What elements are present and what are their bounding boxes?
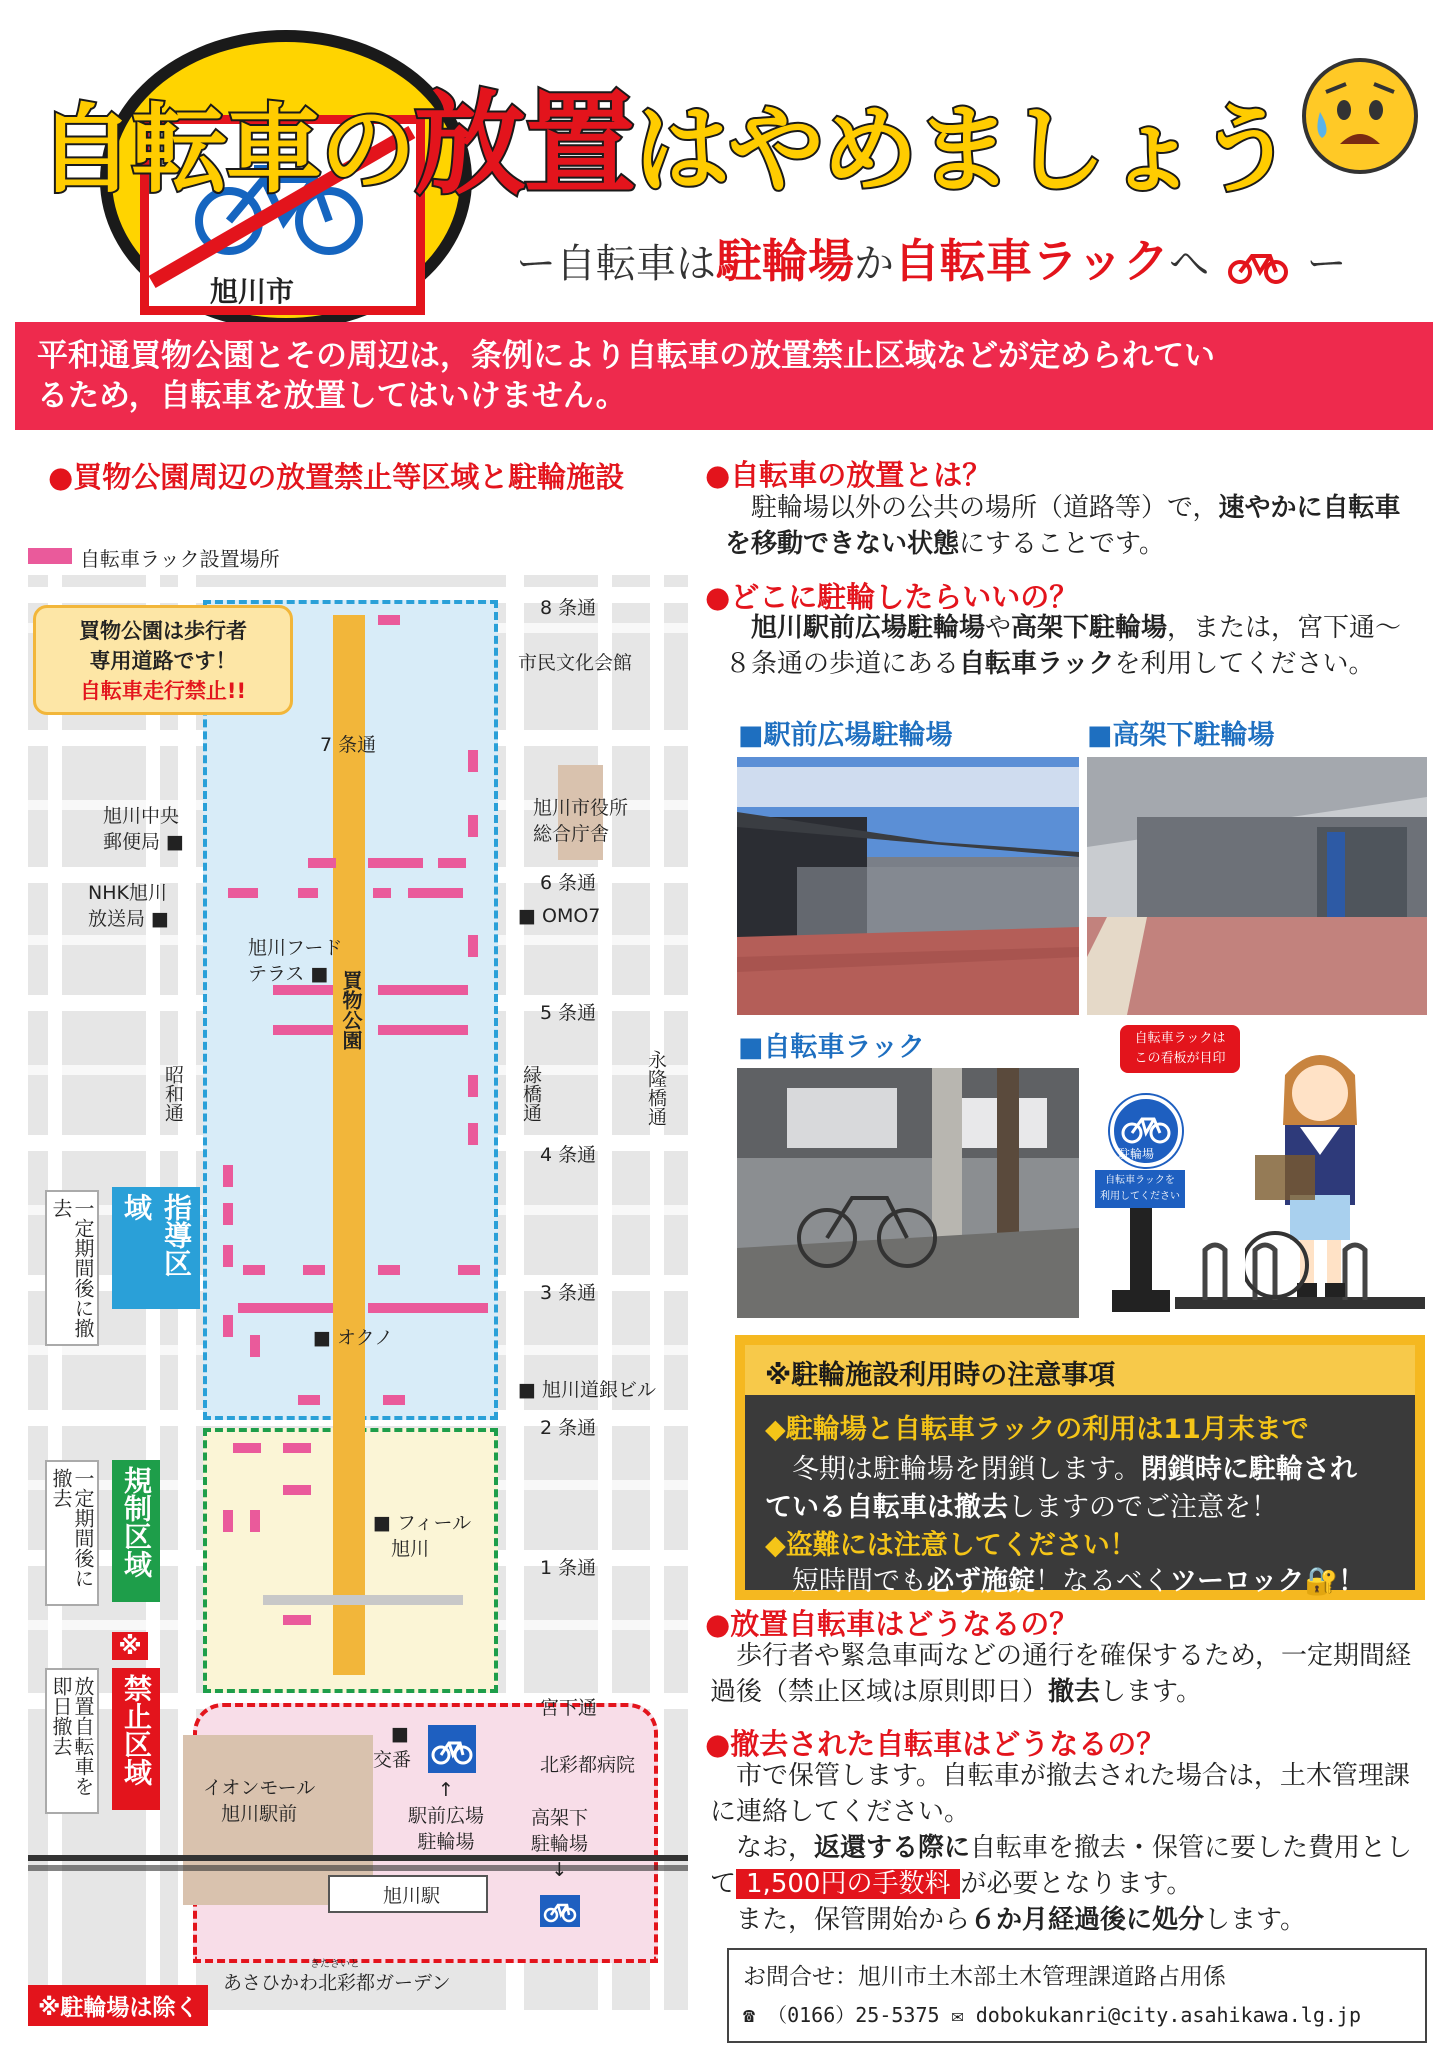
prohibition-zone-tag: 禁止区域 (112, 1668, 160, 1810)
place-feel: ■ フィール 旭川 (373, 1512, 472, 1560)
parking-sign-label: 駐輪場 (1118, 1147, 1155, 1161)
caution-heading-2: ◆盗難には注意してください！ (765, 1530, 1137, 1561)
photo1-title: ■駅前広場駐輪場 (738, 720, 953, 751)
regulation-zone-tag: 規制区域 (112, 1460, 160, 1602)
guidance-zone-note: 一定期間後に撤去 (45, 1190, 99, 1346)
rack-legend-label: 自転車ラック設置場所 (80, 547, 280, 571)
street-1jo: 1 条通 (540, 1557, 597, 1579)
q1-title: ●自転車の放置とは？ (705, 458, 992, 492)
fee-badge: 1,500円の手数料 (736, 1869, 960, 1899)
caution-line-1: 冬期は駐輪場を閉鎖します。閉鎖時に駐輪され (765, 1454, 1357, 1485)
guidance-zone-tag: 指導区域 (112, 1187, 200, 1309)
caution-box (735, 1335, 1425, 1600)
place-shiyakusho: 旭川市役所 総合庁舎 (533, 797, 629, 845)
place-garden: あさひかわ北彩都ガーデン (223, 1972, 451, 1994)
street-2jo: 2 条通 (540, 1417, 597, 1439)
place-nhk: NHK旭川 放送局 ■ (88, 882, 170, 930)
banner-line-2: るため，自転車を放置してはいけません。 (37, 378, 627, 414)
prohibition-zone-note: 放置自転車を即日撤去 (45, 1668, 99, 1814)
street-8jo: 8 条通 (540, 597, 597, 619)
q4-title: ●撤去された自転車はどうなるの？ (705, 1727, 1166, 1761)
logo-city-name: 旭川市 (210, 275, 295, 308)
banner-line-1: 平和通買物公園とその周辺は，条例により自転車の放置禁止区域などが定められてい (37, 338, 1215, 374)
koka-parking-photo (1087, 757, 1427, 1015)
q4-body: 市で保管します。自転車が撤去された場合は，土木管理課に連絡してください。 なお，返還する際に自転車を撤去・保管に要した費用として 1,500円の手数料 が必要となります。 また，保管開始から６か月経過後に処分します。 (710, 1761, 1413, 1935)
q2-title: ●どこに駐輪したらいいの？ (705, 580, 1079, 614)
bicycle-parking-icon (428, 1725, 476, 1773)
caution-heading-1: ◆駐輪場と自転車ラックの利用は11月末まで (765, 1414, 1309, 1445)
street-showa: 昭和通 (162, 1065, 184, 1122)
parking-excluded-note: ※駐輪場は除く (28, 1985, 208, 2026)
caution-line-2: ている自転車は撤去しますのでご注意を！ (765, 1492, 1278, 1523)
place-aeon: イオンモール 旭川駅前 (203, 1777, 316, 1825)
girl-with-bicycle-illustration (1245, 1035, 1395, 1305)
q1-body: 駐輪場以外の公共の場所（道路等）で，速やかに自転車を移動できない状態にすることです。 (725, 493, 1401, 559)
regulation-zone-note: 一定期間後に撤去 (45, 1460, 99, 1606)
street-6jo: 6 条通 (540, 872, 597, 894)
contact-email[interactable]: dobokukanri@city.asahikawa.lg.jp (975, 2003, 1361, 2027)
caution-line-3: 短時間でも必ず施錠！なるべくツーロック🔐！ (765, 1566, 1366, 1597)
place-ekimae-parking: ↑ 駅前広場 駐輪場 (408, 1779, 485, 1853)
place-omo7: ■ OMO7 (518, 905, 601, 927)
park-label: 買物公園 (339, 970, 363, 1050)
subtitle: ー自転車は駐輪場か自転車ラックへ ー (516, 234, 1347, 288)
rack-legend-swatch (28, 548, 72, 564)
caution-title: ※駐輪施設利用時の注意事項 (745, 1345, 1415, 1395)
shopping-park (333, 615, 365, 1675)
parking-sign-board: 自転車ラックを 利用してください (1095, 1170, 1185, 1208)
bicycle-rack-photo (737, 1068, 1079, 1318)
place-hospital: 北彩都病院 (540, 1754, 636, 1776)
q2-body: 旭川駅前広場駐輪場や高架下駐輪場，または，宮下通～８条通の歩道にある自転車ラックを利用してください。 (725, 613, 1402, 679)
place-koka-parking: 高架下 駐輪場 ↓ (531, 1807, 589, 1881)
place-post-office: 旭川中央 郵便局 ■ (103, 805, 185, 853)
sign-base (1112, 1290, 1170, 1312)
sign-pole (1130, 1208, 1152, 1298)
street-miyashita: 宮下通 (540, 1697, 598, 1719)
q3-body: 歩行者や緊急車両などの通行を確保するため，一定期間経過後（禁止区域は原則即日）撤去します。 (710, 1641, 1411, 1707)
contact-tel[interactable]: （0166）25-5375 (767, 2003, 940, 2027)
worried-face-icon (1302, 58, 1418, 174)
street-midoribashi: 緑橋通 (520, 1065, 542, 1122)
bicycle-icon (1228, 248, 1288, 284)
garden-ruby: きたさいと (310, 1959, 360, 1970)
street-5jo: 5 条通 (540, 1002, 597, 1024)
photo2-title: ■高架下駐輪場 (1087, 720, 1275, 751)
place-dogin: ■ 旭川道銀ビル (518, 1379, 657, 1401)
pedestrian-only-callout: 買物公園は歩行者 専用道路です！ 自転車走行禁止!! (33, 605, 293, 715)
bicycle-parking-icon (540, 1895, 580, 1927)
place-koban: ■ 交番 (373, 1723, 412, 1771)
photo3-title: ■自転車ラック (738, 1032, 925, 1063)
street-7jo: 7 条通 (320, 734, 377, 756)
mail-icon: ✉ (951, 2003, 964, 2027)
contact-box (727, 1948, 1427, 2043)
ekimae-parking-photo (737, 757, 1079, 1015)
street-3jo: 3 条通 (540, 1282, 597, 1304)
street-4jo: 4 条通 (540, 1144, 597, 1166)
place-okuno: ■ オクノ (313, 1327, 394, 1349)
page-title: 自転車の放置はやめましょう (38, 80, 1292, 210)
place-food-terrace: 旭川フード テラス ■ (248, 937, 343, 985)
place-shimin: 市民文化会館 (518, 652, 633, 674)
notice-banner (15, 322, 1433, 430)
prohibition-mark: ※ (112, 1632, 148, 1660)
phone-icon: ☎ (743, 2003, 756, 2027)
contact-dept: お問合せ：旭川市土木部土木管理課道路占用係 (743, 1964, 1226, 1990)
place-station: 旭川駅 (383, 1885, 441, 1907)
street-eiryubashi: 永隆橋通 (645, 1050, 667, 1126)
sign-note-callout: 自転車ラックは この看板が目印 (1120, 1025, 1240, 1073)
q3-title: ●放置自転車はどうなるの？ (705, 1607, 1079, 1641)
map-section-title: ●買物公園周辺の放置禁止等区域と駐輪施設 (48, 460, 625, 494)
key-lock-icon: 🔐 (1304, 1566, 1339, 1597)
